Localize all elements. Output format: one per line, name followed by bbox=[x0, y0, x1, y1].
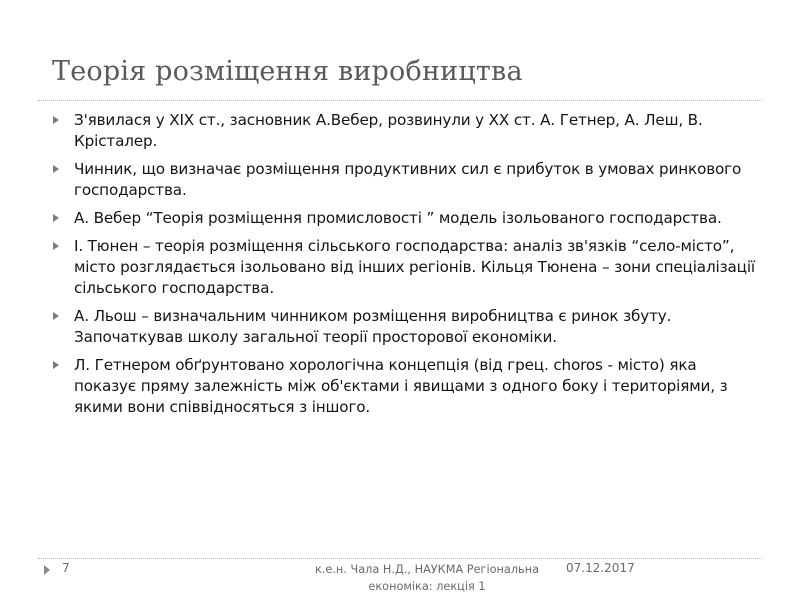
slide-content bbox=[50, 110, 762, 425]
bullet-text: З'явилася у ХІХ ст., засновник А.Вебер, розвинули у ХХ ст. А. Гетнер, А. Леш, В. Крісталер. bbox=[74, 111, 703, 150]
bullet-item-2 bbox=[50, 159, 762, 201]
bullet-item-4 bbox=[50, 236, 762, 299]
bullet-list bbox=[50, 110, 762, 418]
triangle-bullet-icon bbox=[53, 214, 59, 222]
bullet-item-1 bbox=[50, 110, 762, 152]
bullet-item-5 bbox=[50, 306, 762, 348]
triangle-bullet-icon bbox=[53, 361, 59, 369]
slide-title: Теорія розміщення виробництва bbox=[52, 56, 523, 87]
footer-divider bbox=[38, 558, 762, 559]
page-number: 7 bbox=[62, 561, 70, 575]
triangle-bullet-icon bbox=[53, 312, 59, 320]
triangle-bullet-icon bbox=[53, 242, 59, 250]
bullet-text: Чинник, що визначає розміщення продуктивних сил є прибуток в умовах ринкового господарства. bbox=[74, 160, 742, 199]
bullet-text: А. Вебер “Теорія розміщення промисловості ” модель ізольованого господарства. bbox=[74, 209, 722, 227]
bullet-text: Л. Гетнером обґрунтовано хорологічна концепція (від грец. choros - місто) яка показує пряму залежність між об'єктами і явищами з одного боку і територіями, з якими вони співвідносяться з іншого. bbox=[74, 356, 728, 416]
footer-date: 07.12.2017 bbox=[566, 561, 635, 575]
triangle-bullet-icon bbox=[53, 165, 59, 173]
bullet-text: А. Льош – визначальним чинником розміщення виробництва є ринок збуту. Започаткував школу загальної теорії просторової економіки. bbox=[74, 307, 672, 346]
footer-triangle-icon bbox=[44, 565, 50, 575]
bullet-item-6 bbox=[50, 355, 762, 418]
bullet-item-3 bbox=[50, 208, 762, 229]
bullet-text: І. Тюнен – теорія розміщення сільського господарства: аналіз зв'язків “село-місто”, місто розглядається ізольовано від інших регіонів. Кільця Тюнена – зони спеціалізації сільського господарства. bbox=[74, 237, 755, 297]
footer-caption: к.е.н. Чала Н.Д., НАУКМА Регіональна економіка: лекція 1 bbox=[314, 563, 540, 593]
triangle-bullet-icon bbox=[53, 116, 59, 124]
title-divider bbox=[38, 100, 762, 101]
